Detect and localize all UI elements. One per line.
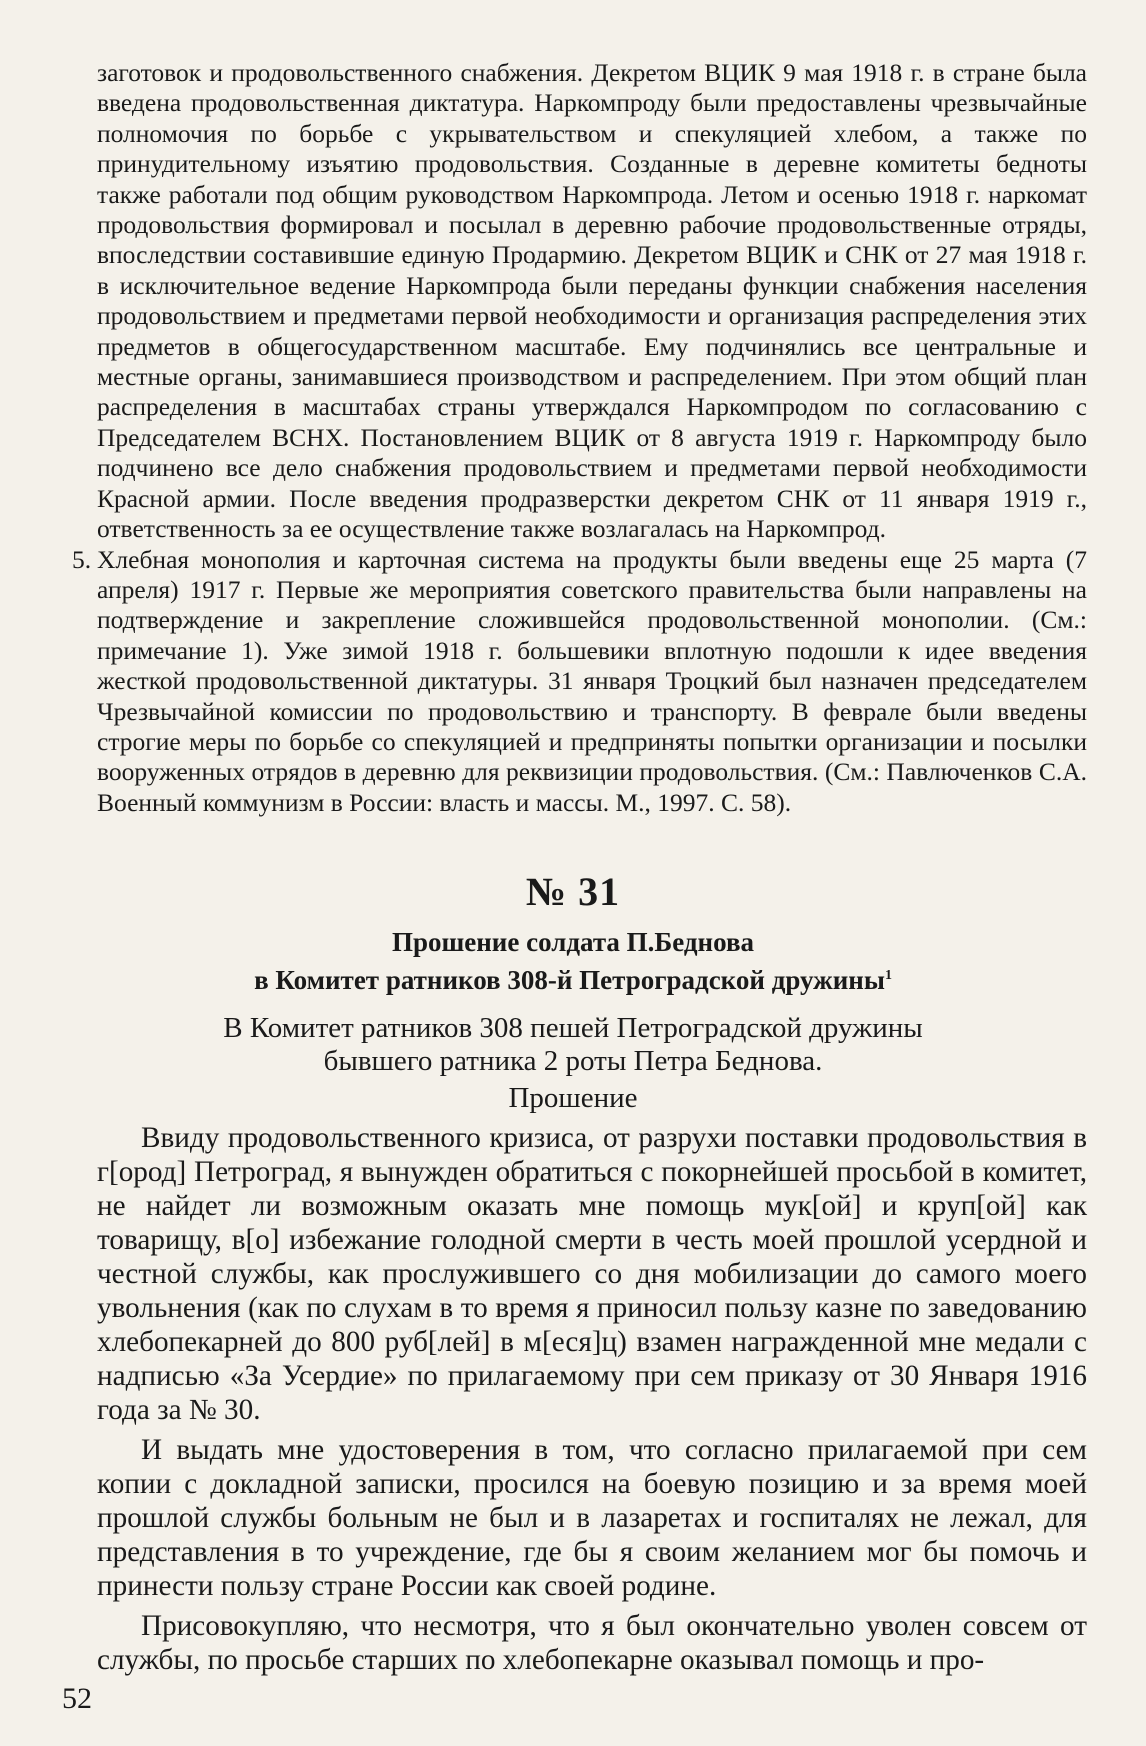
page-number: 52 [62,1682,92,1715]
document-number: № 31 [525,869,621,914]
petition-body [97,1121,1087,1683]
document-title-line-1: Прошение солдата П.Беднова [391,927,755,957]
endnote-number: 5. [72,544,92,574]
endnotes-section [72,58,1087,818]
addressee-line-1: В Комитет ратников 308 пешей Петроградской дружины [223,1012,923,1044]
addressee-line-2: бывшего ратника 2 роты Петра Беднова. [323,1045,823,1077]
document-title [0,925,1146,997]
petition-paragraph: Присовокупляю, что несмотря, что я был окончательно уволен совсем от службы, по просьбе старших по хлебопекарне оказывал помощь и про- [97,1610,1087,1676]
endnote-continuation: заготовок и продовольственного снабжения. Декретом ВЦИК 9 мая 1918 г. в стране была введена продовольственная диктатура. Наркомпроду были предоставлены чрезвычайные полномочия по борьбе с укрывательством и спекуляцией хлебом, а также по принудительному изъятию продовольствия. Созданные в деревне комитеты бедноты также работали под общим руководством Наркомпрода. Летом и осенью 1918 г. наркомат продовольствия формировал и посылал в деревню рабочие продовольственные отряды, впоследствии составившие единую Продармию. Декретом ВЦИК и СНК от 27 мая 1918 г. в исключительное ведение Наркомпрода были переданы функции снабжения населения продовольствием и предметами первой необходимости и организация распределения этих предметов в общегосударственном масштабе. Ему подчинялись все центральные и местные органы, занимавшиеся производством и распределением. При этом общий план распределения в масштабах страны утверждался Наркомпродом по согласованию с Председателем ВСНХ. Постановлением ВЦИК от 8 августа 1919 г. Наркомпроду было подчинено все дело снабжения продовольствием и предметами первой необходимости Красной армии. После введения продразверстки декретом СНК от 11 января 1919 г., ответственность за ее осуществление также возлагалась на Наркомпрод. [97,58,1087,544]
petition-heading: Прошение [508,1082,638,1114]
petition-paragraph: Ввиду продовольственного кризиса, от разрухи поставки продовольствия в г[ород] Петроград, я вынужден обратиться с покорнейшей просьбой в комитет, не найдет ли возможным оказать мне помощь мук[ой] и круп[ой] как товарищу, в[о] избежание голодной смерти в честь моей прошлой усердной и честной службы, как прослужившего со дня мобилизации до самого моего увольнения (как по слухам в то время я приносил пользу казне по заведованию хлебопекарней до 800 руб[лей] в м[еся]ц) взамен награжденной мне медали с надписью «За Усердие» по прилагаемому при сем приказу от 30 Января 1916 года за № 30. [97,1122,1087,1426]
petition-paragraph: И выдать мне удостоверения в том, что согласно прилагаемой при сем копии с докладной записки, просился на боевую позицию и за время моей прошлой службы больным не был и в лазаретах и госпиталях не лежал, для представления в то учреждение, где бы я своим желанием мог бы помочь и принести пользу стране России как своей родине. [97,1434,1087,1602]
endnote-item-5 [72,544,1087,819]
footnote-mark: 1 [884,968,892,983]
addressee-block [0,1012,1146,1078]
document-title-line-2: в Комитет ратников 308-й Петроградской дружины$^1$ [254,965,892,995]
endnote-text: Хлебная монополия и карточная система на продукты были введены еще 25 марта (7 апреля) 1917 г. Первые же мероприятия советского правительства были направлены на подтверждение и закрепление сложившейся продовольственной монополии. (См.: примечание 1). Уже зимой 1918 г. большевики вплотную подошли к идее введения жесткой продовольственной диктатуры. 31 января Троцкий был назначен председателем Чрезвычайной комиссии по продовольствию и транспорту. В феврале были введены строгие меры по борьбе со спекуляцией и предприняты попытки организации и посылки вооруженных отрядов в деревню для реквизиции продовольствия. (См.: Павлюченков С.А. Военный коммунизм в России: власть и массы. М., 1997. С. 58). [97,544,1087,817]
